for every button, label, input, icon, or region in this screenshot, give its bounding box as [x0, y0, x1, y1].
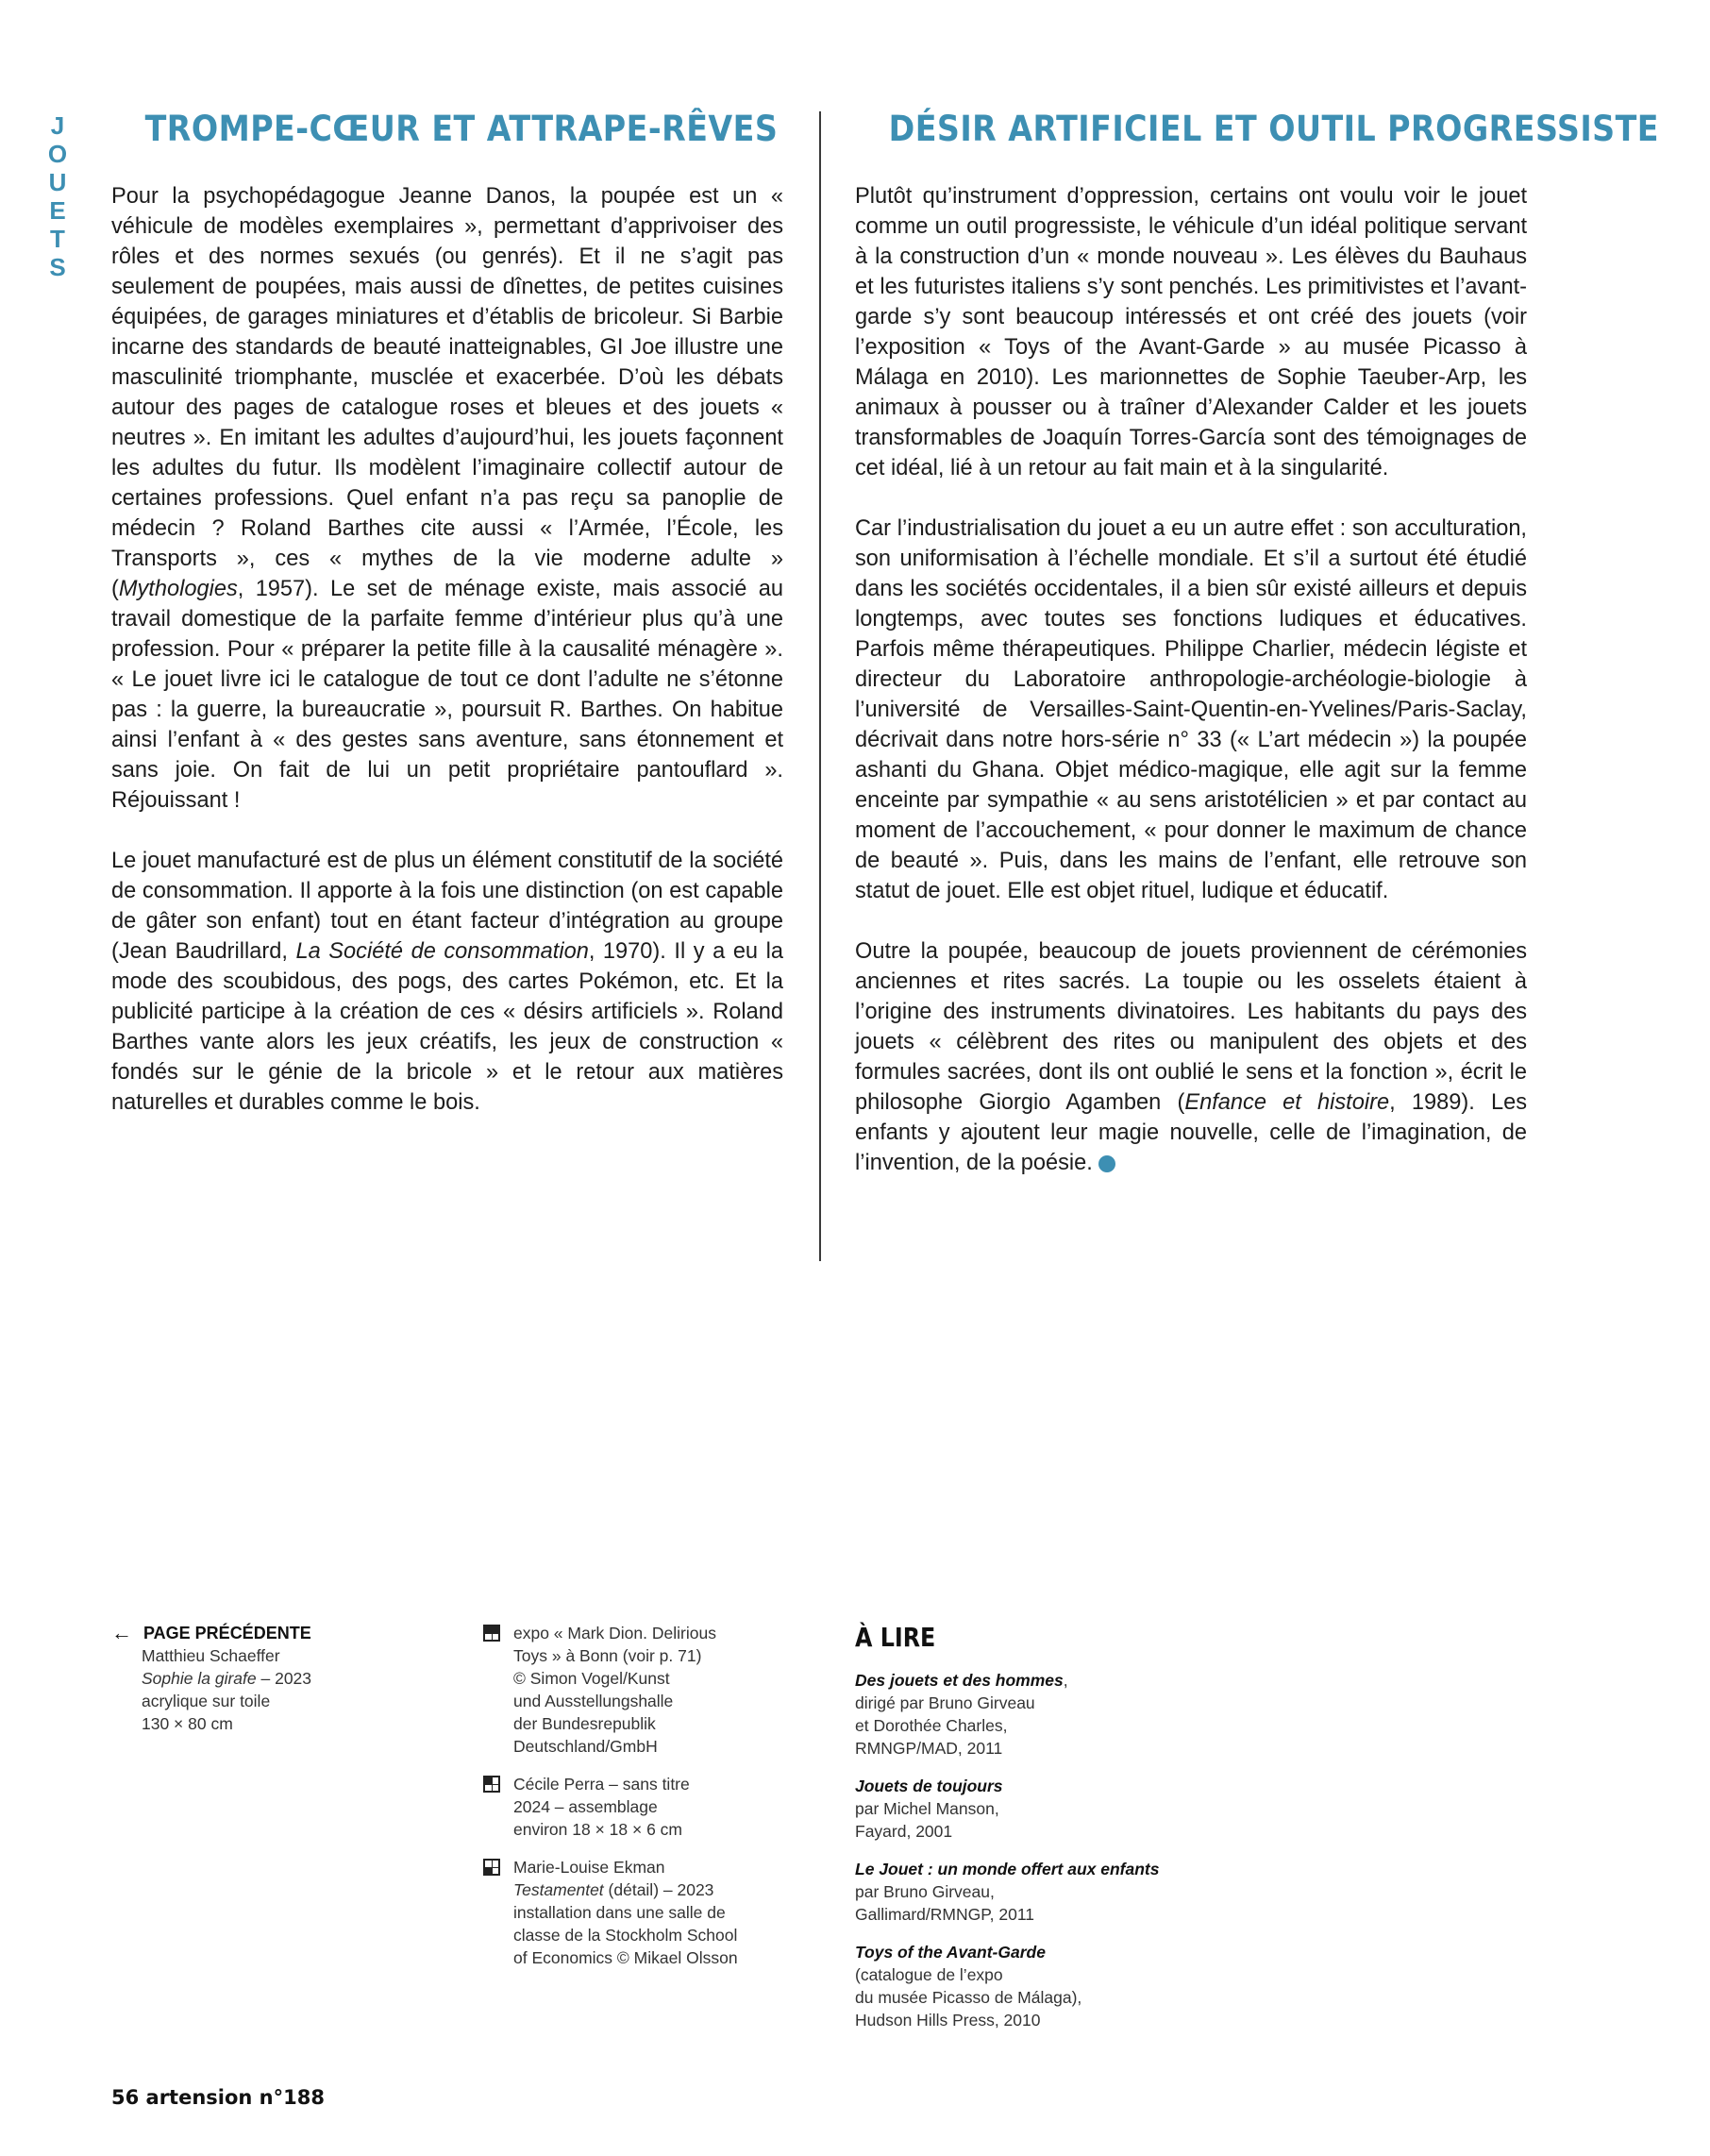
text-run: Pour la psychopédagogue Jeanne Danos, la poupée est un « véhicule de modèles exemplaires », permettant d’apprivoiser des rôles et des normes sexués (ou genrés). Et il ne s’agit pas seulement de poupées, mais aussi de dînettes, de petites cuisines équipées, de garages miniatures et d’établis de bricoleur. Si Barbie incarne des standards de beauté inatteignables, GI Joe illustre une masculinité triomphante, musclée et exacerbée. D’où les débats autour des pages de catalogue roses et bleues et des jouets « neutres ». En imitant les adultes d’aujourd’hui, les jouets façonnent les adultes du futur. Ils modèlent l’imaginaire collectif autour de certaines professions. Quel enfant n’a pas reçu sa panoplie de médecin ? Roland Barthes cite aussi « l’Armée, l’École, les Transports », ces « mythes de la vie moderne adulte » (: [111, 184, 783, 601]
book-title: Toys of the Avant-Garde: [855, 1943, 1046, 1962]
credit-line: Cécile Perra – sans titre: [513, 1775, 690, 1794]
text-run: , 1970). Il y a eu la mode des scoubidous, des pogs, des cartes Pokémon, etc. Et la publicité participe à la création de ces « désirs artificiels ». Roland Barthes vante alors les jeux créatifs, les jeux de construction « fondés sur le génie de la bricole » et le retour aux matières naturelles et durables comme le bois.: [111, 939, 783, 1115]
credit-item-3: [483, 1856, 795, 1969]
credit-line: Marie-Louise Ekman: [513, 1858, 665, 1877]
text-run: Le jouet manufacturé est de plus un élément constitutif de la société de consommation. Il apporte à la fois une distinction (on est capable de gâter son enfant) tout en étant facteur d’intégration au groupe (Jean Baudrillard,: [111, 849, 783, 964]
book-detail: par Michel Manson,: [855, 1799, 999, 1818]
previous-page-title: [111, 1622, 394, 1644]
credit-line: of Economics © Mikael Olsson: [513, 1948, 738, 1967]
section-label-jouets: [45, 111, 70, 281]
previous-page-label: PAGE PRÉCÉDENTE: [143, 1624, 311, 1642]
arrow-left-icon: ←: [111, 1621, 132, 1644]
credit-line: Deutschland/GmbH: [513, 1737, 658, 1756]
previous-medium: acrylique sur toile: [142, 1692, 271, 1710]
credit-work: Testamentet: [513, 1880, 604, 1899]
side-label-letter: T: [50, 225, 65, 253]
right-column: [855, 106, 1659, 1208]
book-entry: [855, 1858, 1214, 1926]
text-run: Car l’industrialisation du jouet a eu un autre effet : son acculturation, son uniformisation à l’échelle mondiale. Et s’il a surtout été étudié dans les sociétés occidentales, il a bien sûr existé ailleurs et depuis longtemps, avec toutes ses fonctions ludiques et éducatives. Parfois même thérapeutiques. Philippe Charlier, médecin légiste et directeur du Laboratoire anthropologie-archéologie-biologie à l’université de Versailles-Saint-Quentin-en-Yvelines/Paris-Saclay, décrivait dans notre hors-série n° 33 (« L’art médecin ») la poupée ashanti du Ghana. Objet médico-magique, elle agit sur la femme enceinte par sympathie « au sens aristotélicien » et par contact au moment de l’accouchement, « pour donner le maximum de chance de beauté ». Puis, dans les mains de l’enfant, elle retrouve son statut de jouet. Elle est objet rituel, ludique et éducatif.: [855, 516, 1527, 903]
previous-work: Sophie la girafe: [142, 1669, 257, 1688]
credit-work-line: [513, 1878, 738, 1901]
book-detail: RMNGP/MAD, 2011: [855, 1739, 1003, 1758]
italic-title: La Société de consommation: [295, 939, 589, 964]
reading-title: À LIRE: [855, 1622, 936, 1653]
credit-work-rest: (détail) – 2023: [603, 1880, 714, 1899]
previous-size: 130 × 80 cm: [142, 1714, 233, 1733]
book-title: Jouets de toujours: [855, 1777, 1003, 1795]
book-title: Le Jouet : un monde offert aux enfants: [855, 1860, 1160, 1878]
book-entry: [855, 1941, 1214, 2031]
book-detail: Gallimard/RMNGP, 2011: [855, 1905, 1034, 1924]
credit-line: installation dans une salle de: [513, 1903, 726, 1922]
book-detail: par Bruno Girveau,: [855, 1882, 995, 1901]
book-detail: et Dorothée Charles,: [855, 1716, 1008, 1735]
left-paragraph-2: [111, 846, 783, 1118]
text-run: , 1989). Les enfants y ajoutent leur magie nouvelle, celle de l’imagination, de l’invention, de la poésie.: [855, 1090, 1527, 1175]
credit-line: environ 18 × 18 × 6 cm: [513, 1820, 682, 1839]
previous-page-credit: [111, 1622, 394, 1735]
right-paragraph-2: [855, 514, 1527, 906]
end-mark-dot-icon: [1098, 1155, 1115, 1172]
reading-list: [855, 1622, 1214, 2047]
right-paragraph-1: [855, 181, 1527, 483]
side-label-letter: J: [50, 111, 65, 140]
side-label-letter: U: [48, 168, 67, 196]
text-run: Plutôt qu’instrument d’oppression, certains ont voulu voir le jouet comme un outil progressiste, le véhicule d’un idéal politique servant à la construction d’un « monde nouveau ». Les élèves du Bauhaus et les futuristes italiens s’y sont penchés. Les primitivistes et l’avant-garde s’y sont beaucoup intéressés et ont créé des jouets (voir l’exposition « Toys of the Avant-Garde » au musée Picasso à Málaga en 2010). Les marionnettes de Sophie Taeuber-Arp, les animaux à pousser ou à traîner d’Alexander Calder et les jouets transformables de Joaquín Torres-García sont des témoignages de cet idéal, lié à un retour au fait main et à la singularité.: [855, 184, 1527, 480]
credit-line: © Simon Vogel/Kunst: [513, 1669, 670, 1688]
text-run: Outre la poupée, beaucoup de jouets proviennent de cérémonies anciennes et rites sacrés. La toupie ou les osselets étaient à l’origine des instruments divinatoires. Les habitants du pays des jouets « célèbrent des rites ou manipulent des objets et des formules sacrées, dont ils ont oublié le sens et la fonction », écrit le philosophe Giorgio Agamben (: [855, 939, 1527, 1115]
credit-item-1: [483, 1622, 795, 1758]
book-list: [855, 1669, 1214, 2031]
previous-year: – 2023: [256, 1669, 312, 1688]
credit-line: der Bundesrepublik: [513, 1714, 656, 1733]
credit-line: Toys » à Bonn (voir p. 71): [513, 1646, 702, 1665]
previous-work-line: [142, 1667, 394, 1690]
left-heading: TROMPE-CŒUR ET ATTRAPE-RÊVES: [144, 109, 779, 149]
book-detail: Hudson Hills Press, 2010: [855, 2011, 1041, 2030]
italic-title: Mythologies: [118, 577, 238, 601]
book-detail: du musée Picasso de Málaga),: [855, 1988, 1082, 2007]
position-top-left-icon: [483, 1776, 500, 1793]
side-label-letter: S: [49, 253, 66, 281]
left-column: [111, 106, 783, 1148]
book-entry: [855, 1669, 1214, 1760]
book-entry: [855, 1775, 1214, 1843]
credit-line: expo « Mark Dion. Delirious: [513, 1624, 716, 1642]
right-paragraph-3: [855, 936, 1527, 1178]
left-paragraph-1: [111, 181, 783, 816]
credit-item-2: [483, 1773, 795, 1841]
column-divider: [819, 111, 821, 1261]
page-footer: 56 artension n°188: [111, 2086, 325, 2109]
book-title-line: [855, 1941, 1214, 1963]
book-title-line: [855, 1775, 1214, 1797]
book-detail: (catalogue de l’expo: [855, 1965, 1003, 1984]
right-heading: DÉSIR ARTIFICIEL ET OUTIL PROGRESSISTE: [888, 109, 1659, 149]
position-bottom-left-icon: [483, 1859, 500, 1876]
credit-line: und Ausstellungshalle: [513, 1692, 674, 1710]
book-title-line: [855, 1669, 1214, 1692]
right-paragraph-3-text: [855, 939, 1527, 1175]
text-run: , 1957). Le set de ménage existe, mais associé au travail domestique de la parfaite femme d’intérieur plus qu’à une profession. Pour « préparer la petite fille à la causalité ménagère ». « Le jouet livre ici le catalogue de tout ce dont l’adulte ne s’étonne pas : la guerre, la bureaucratie », poursuit R. Barthes. On habitue ainsi l’enfant à « des gestes sans aventure, sans étonnement et sans joie. On fait de lui un petit propriétaire pantouflard ». Réjouissant !: [111, 577, 783, 813]
side-label-letter: E: [49, 196, 66, 225]
book-title-line: [855, 1858, 1214, 1880]
position-top-icon: [483, 1625, 500, 1642]
book-detail: dirigé par Bruno Girveau: [855, 1693, 1035, 1712]
book-title-suffix: ,: [1063, 1671, 1068, 1690]
previous-artist: Matthieu Schaeffer: [142, 1646, 280, 1665]
italic-title: Enfance et histoire: [1184, 1090, 1390, 1115]
credit-line: classe de la Stockholm School: [513, 1926, 738, 1945]
book-detail: Fayard, 2001: [855, 1822, 953, 1841]
image-credits: [483, 1622, 795, 1984]
credit-line: 2024 – assemblage: [513, 1797, 658, 1816]
book-title: Des jouets et des hommes: [855, 1671, 1064, 1690]
side-label-letter: O: [47, 140, 68, 168]
